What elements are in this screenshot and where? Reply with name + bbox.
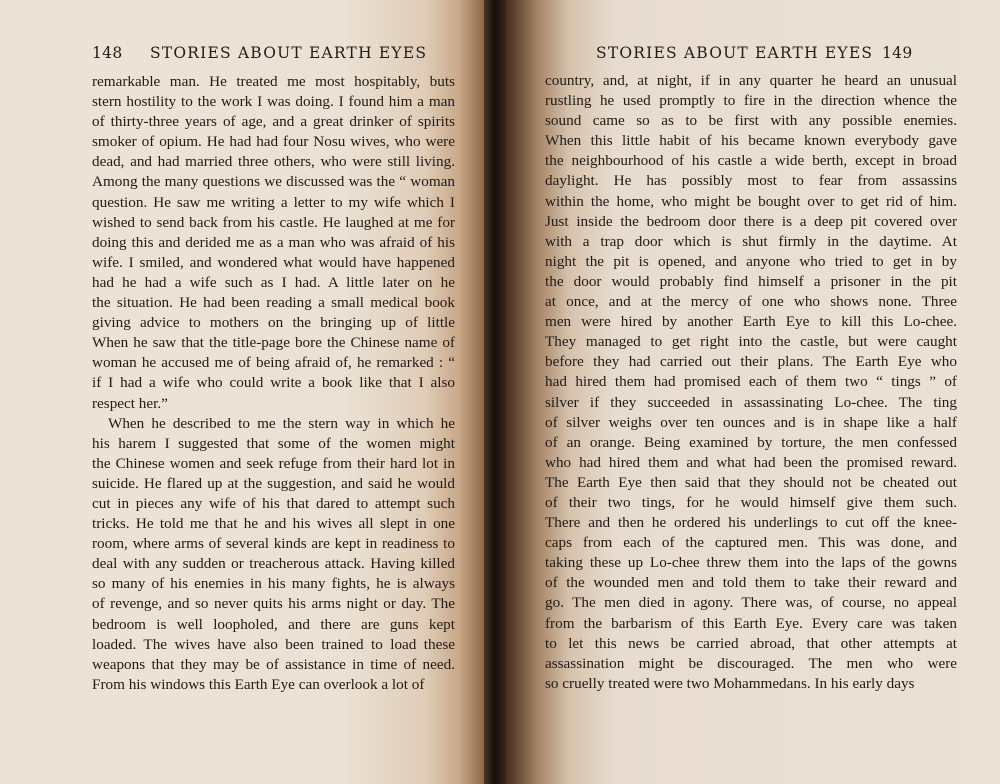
left-page-number: 148 <box>92 44 123 62</box>
text-line: When he saw that the title-page bore the Chinese name of <box>92 334 455 352</box>
text-line: the door would probably find himself a prisoner in the pit <box>545 272 957 290</box>
text-line: Just inside the bedroom door there is a deep pit covered over <box>545 212 957 230</box>
text-line: wished to send back from his castle. He laughed at me for <box>92 213 455 231</box>
text-line: daylight. He has possibly most to fear from assassins <box>545 172 957 190</box>
text-line: remarkable man. He treated me most hospitably, buts <box>92 73 455 90</box>
text-line: rustling he used promptly to fire in the direction whence the <box>545 92 957 110</box>
text-line: had he had a wife such as I had. A little later on he <box>92 273 455 291</box>
text-line: sound came so as to be first with any possible enemies. <box>545 112 957 130</box>
text-line: with a trap door which is shut firmly in the daytime. At <box>545 232 957 250</box>
text-line: assassination might be discouraged. The men who were <box>545 654 957 672</box>
text-line: stern hostility to the work I was doing. I found him a man <box>92 93 455 111</box>
text-line: giving advice to mothers on the bringing up of little <box>92 314 455 332</box>
text-line: at once, and at the mercy of one who shows none. Three <box>545 293 957 311</box>
text-line: weapons that they may be of assistance in time of need. <box>92 655 455 673</box>
left-page-text <box>92 72 455 695</box>
text-line: of the wounded men and told them to take their reward and <box>545 574 957 592</box>
text-line: if I had a wife who could write a book like that I also <box>92 374 455 392</box>
text-line: suicide. He flared up at the suggestion, and said he would <box>92 474 455 492</box>
right-page <box>493 0 1000 784</box>
text-line: country, and, at night, if in any quarter he heard an unusual <box>545 72 957 89</box>
text-line: dead, and had married three others, who were still living. <box>92 153 455 171</box>
text-line: of silver weighs over ten ounces and is in shape like a half <box>545 413 957 431</box>
text-line: the Chinese women and seek refuge from their hard lot in <box>92 454 455 472</box>
text-line: The Earth Eye then said that they should not be cheated out <box>545 473 957 491</box>
text-line: caps from each of the captured men. This was done, and <box>545 534 957 552</box>
text-line: within the home, who might be bought over to get rid of him. <box>545 192 957 210</box>
text-line: deal with any sudden or treacherous attack. Having killed <box>92 555 455 573</box>
text-line: Among the many questions we discussed was the “ woman <box>92 173 455 191</box>
book-gutter <box>484 0 506 784</box>
text-line: smoker of opium. He had had four Nosu wives, who were <box>92 133 455 151</box>
text-line: There and then he ordered his underlings to cut off the knee- <box>545 514 957 532</box>
text-line: question. He saw me writing a letter to my wife which I <box>92 193 455 211</box>
text-line: When this little habit of his became known everybody gave <box>545 132 957 150</box>
text-line: of thirty-three years of age, and a great drinker of spirits <box>92 113 455 131</box>
text-line: cut in pieces any wife of his that dared to attempt such <box>92 494 455 512</box>
text-line: When he described to me the stern way in which he <box>108 414 455 432</box>
text-line: from the barbarism of this Earth Eye. Every care was taken <box>545 614 957 632</box>
text-line: bedroom is well loopholed, and there are guns kept <box>92 615 455 633</box>
right-page-text <box>545 71 957 694</box>
text-line: night the pit is opened, and anyone who tried to get in by <box>545 252 957 270</box>
text-line: his harem I suggested that some of the women might <box>92 434 455 452</box>
text-line: of an orange. Being examined by torture, the men confessed <box>545 433 957 451</box>
text-line: so cruelly treated were two Mohammedans. In his early days <box>545 674 915 692</box>
text-line: to let this news be carried abroad, that other attempts at <box>545 634 957 652</box>
text-line: the neighbourhood of his castle a wide berth, except in broad <box>545 152 957 170</box>
text-line: men were hired by another Earth Eye to kill this Lo-chee. <box>545 313 957 331</box>
text-line: tricks. He told me that he and his wives all slept in one <box>92 515 455 533</box>
text-line: the situation. He had been reading a small medical book <box>92 294 455 312</box>
text-line: of their two tings, for he would himself give them such. <box>545 493 957 511</box>
text-line: of revenge, and so never quits his arms night or day. The <box>92 595 455 613</box>
text-line: taking these up Lo-chee threw them into the laps of the gowns <box>545 554 957 572</box>
text-line: doing this and derided me as a man who was afraid of his <box>92 233 455 251</box>
left-page <box>0 0 493 784</box>
text-line: room, where arms of several kinds are kept in readiness to <box>92 535 455 553</box>
text-line: who had hired them and what had been the promised reward. <box>545 453 957 471</box>
text-line: so many of his enemies in his many fights, he is always <box>92 575 455 593</box>
right-page-number: 149 <box>882 44 913 62</box>
text-line: They managed to get right into the castle, but were caught <box>545 333 957 351</box>
right-running-head: STORIES ABOUT EARTH EYES <box>596 44 874 62</box>
text-line: silver if they succeeded in assassinating Lo-chee. The ting <box>545 393 957 411</box>
text-line: before they had carried out their plans. The Earth Eye who <box>545 353 957 371</box>
text-line: go. The men died in agony. There was, of course, no appeal <box>545 594 957 612</box>
text-line: woman he accused me of being afraid of, he remarked : “ <box>92 354 455 372</box>
text-line: loaded. The wives have also been trained to load these <box>92 635 455 653</box>
left-running-head: STORIES ABOUT EARTH EYES <box>150 44 428 62</box>
text-line: wife. I smiled, and wondered what would have happened <box>92 253 455 271</box>
text-line: had hired them had promised each of them two “ tings ” of <box>545 373 957 391</box>
text-line: respect her.” <box>92 394 168 412</box>
text-line: From his windows this Earth Eye can overlook a lot of <box>92 675 425 693</box>
